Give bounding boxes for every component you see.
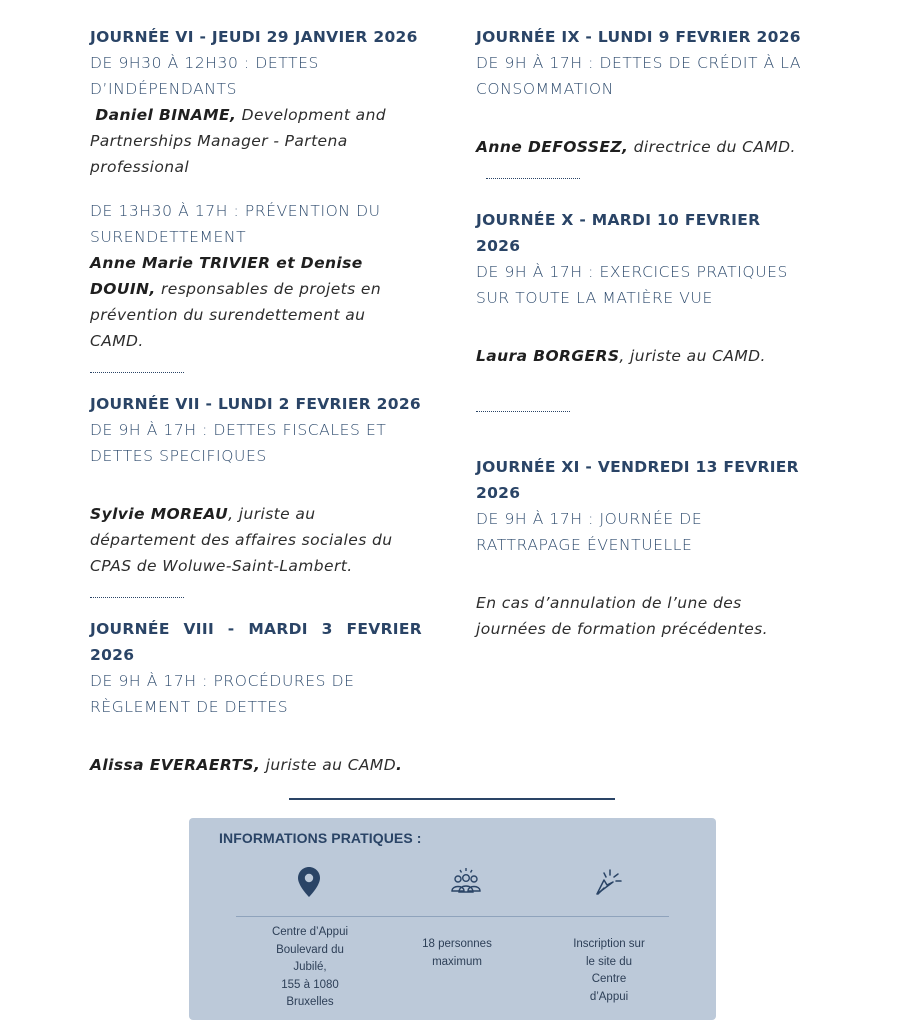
day7-session: DE 9H À 17H : DETTES FISCALES ET DETTES SPECIFIQUES — [90, 421, 387, 465]
capacity-text: 18 personnes maximum — [422, 938, 492, 968]
day10-speaker-name: Laura BORGERS — [476, 347, 620, 365]
info-divider — [236, 916, 669, 917]
registration-text: Inscription sur le site du Centre d’Appui — [573, 938, 645, 1003]
day8-speaker-role: juriste au CAMD — [260, 756, 397, 774]
day10-title: JOURNÉE X - MARDI 10 FEVRIER 2026 — [476, 211, 761, 255]
day9-speaker-name: Anne DEFOSSEZ, — [476, 138, 629, 156]
day8-speaker-end: . — [396, 756, 403, 774]
info-panel — [189, 818, 716, 1020]
day7-speaker — [90, 501, 422, 579]
day6-title: JOURNÉE VI - JEUDI 29 JANVIER 2026 — [90, 28, 418, 46]
day8-session: DE 9H À 17H : PROCÉDURES DE RÈGLEMENT DE DETTES — [90, 672, 355, 716]
day8-title-line2: 2026 — [90, 646, 135, 664]
day6-speaker1-role: Development and Partnerships Manager - Partena professional — [90, 106, 387, 176]
day9-title: JOURNÉE IX - LUNDI 9 FEVRIER 2026 — [476, 28, 801, 46]
day9-session: DE 9H À 17H : DETTES DE CRÉDIT À LA CONSOMMATION — [476, 54, 802, 98]
day6-speaker1 — [90, 102, 422, 180]
day10-speaker — [476, 343, 808, 369]
day7-title: JOURNÉE VII - LUNDI 2 FEVRIER 2026 — [90, 395, 421, 413]
day6-speaker2 — [90, 250, 422, 354]
day7-speaker-name: Sylvie MOREAU — [90, 505, 229, 523]
day6-session2: DE 13H30 À 17H : PRÉVENTION DU SURENDETTEMENT — [90, 202, 381, 246]
left-column — [90, 24, 422, 778]
day6-speaker2-name: Anne Marie TRIVIER et Denise DOUIN, — [90, 254, 363, 298]
right-column — [476, 24, 808, 642]
day8-title-line1: JOURNÉE VIII - MARDI 3 FEVRIER — [90, 620, 422, 638]
day11-title-line1: JOURNÉE XI - VENDREDI 13 FEVRIER — [476, 458, 799, 476]
day7-speaker-role: , juriste au département des affaires sociales du CPAS de Woluwe-Saint-Lambert. — [90, 505, 393, 575]
day10-speaker-role: , juriste au CAMD. — [619, 347, 766, 365]
cursor-click-icon — [593, 868, 623, 898]
group-people-icon — [449, 867, 483, 895]
location-text: Centre d’Appui Boulevard du Jubilé, 155 à 1080 Bruxelles — [271, 926, 349, 1008]
day6-session1: DE 9H30 À 12H30 : DETTES D’INDÉPENDANTS — [90, 54, 319, 98]
day6-speaker2-role: responsables de projets en prévention du surendettement au CAMD. — [90, 280, 382, 350]
day10-session: DE 9H À 17H : EXERCICES PRATIQUES SUR TOUTE LA MATIÈRE VUE — [476, 263, 788, 307]
location-pin-icon — [297, 866, 321, 898]
day9-speaker-role: directrice du CAMD. — [628, 138, 796, 156]
day6-speaker1-name: Daniel BINAME, — [95, 106, 237, 124]
day9-speaker — [476, 134, 808, 160]
day11-session: DE 9H À 17H : JOURNÉE DE RATTRAPAGE ÉVENTUELLE — [476, 510, 703, 554]
day11-note: En cas d’annulation de l’une des journées de formation précédentes. — [476, 594, 768, 638]
section-divider — [289, 798, 615, 800]
day8-speaker-name: Alissa EVERAERTS, — [90, 756, 261, 774]
day11-title-line2: 2026 — [476, 484, 521, 502]
day8-speaker — [90, 752, 422, 778]
info-title: INFORMATIONS PRATIQUES : — [219, 830, 422, 846]
